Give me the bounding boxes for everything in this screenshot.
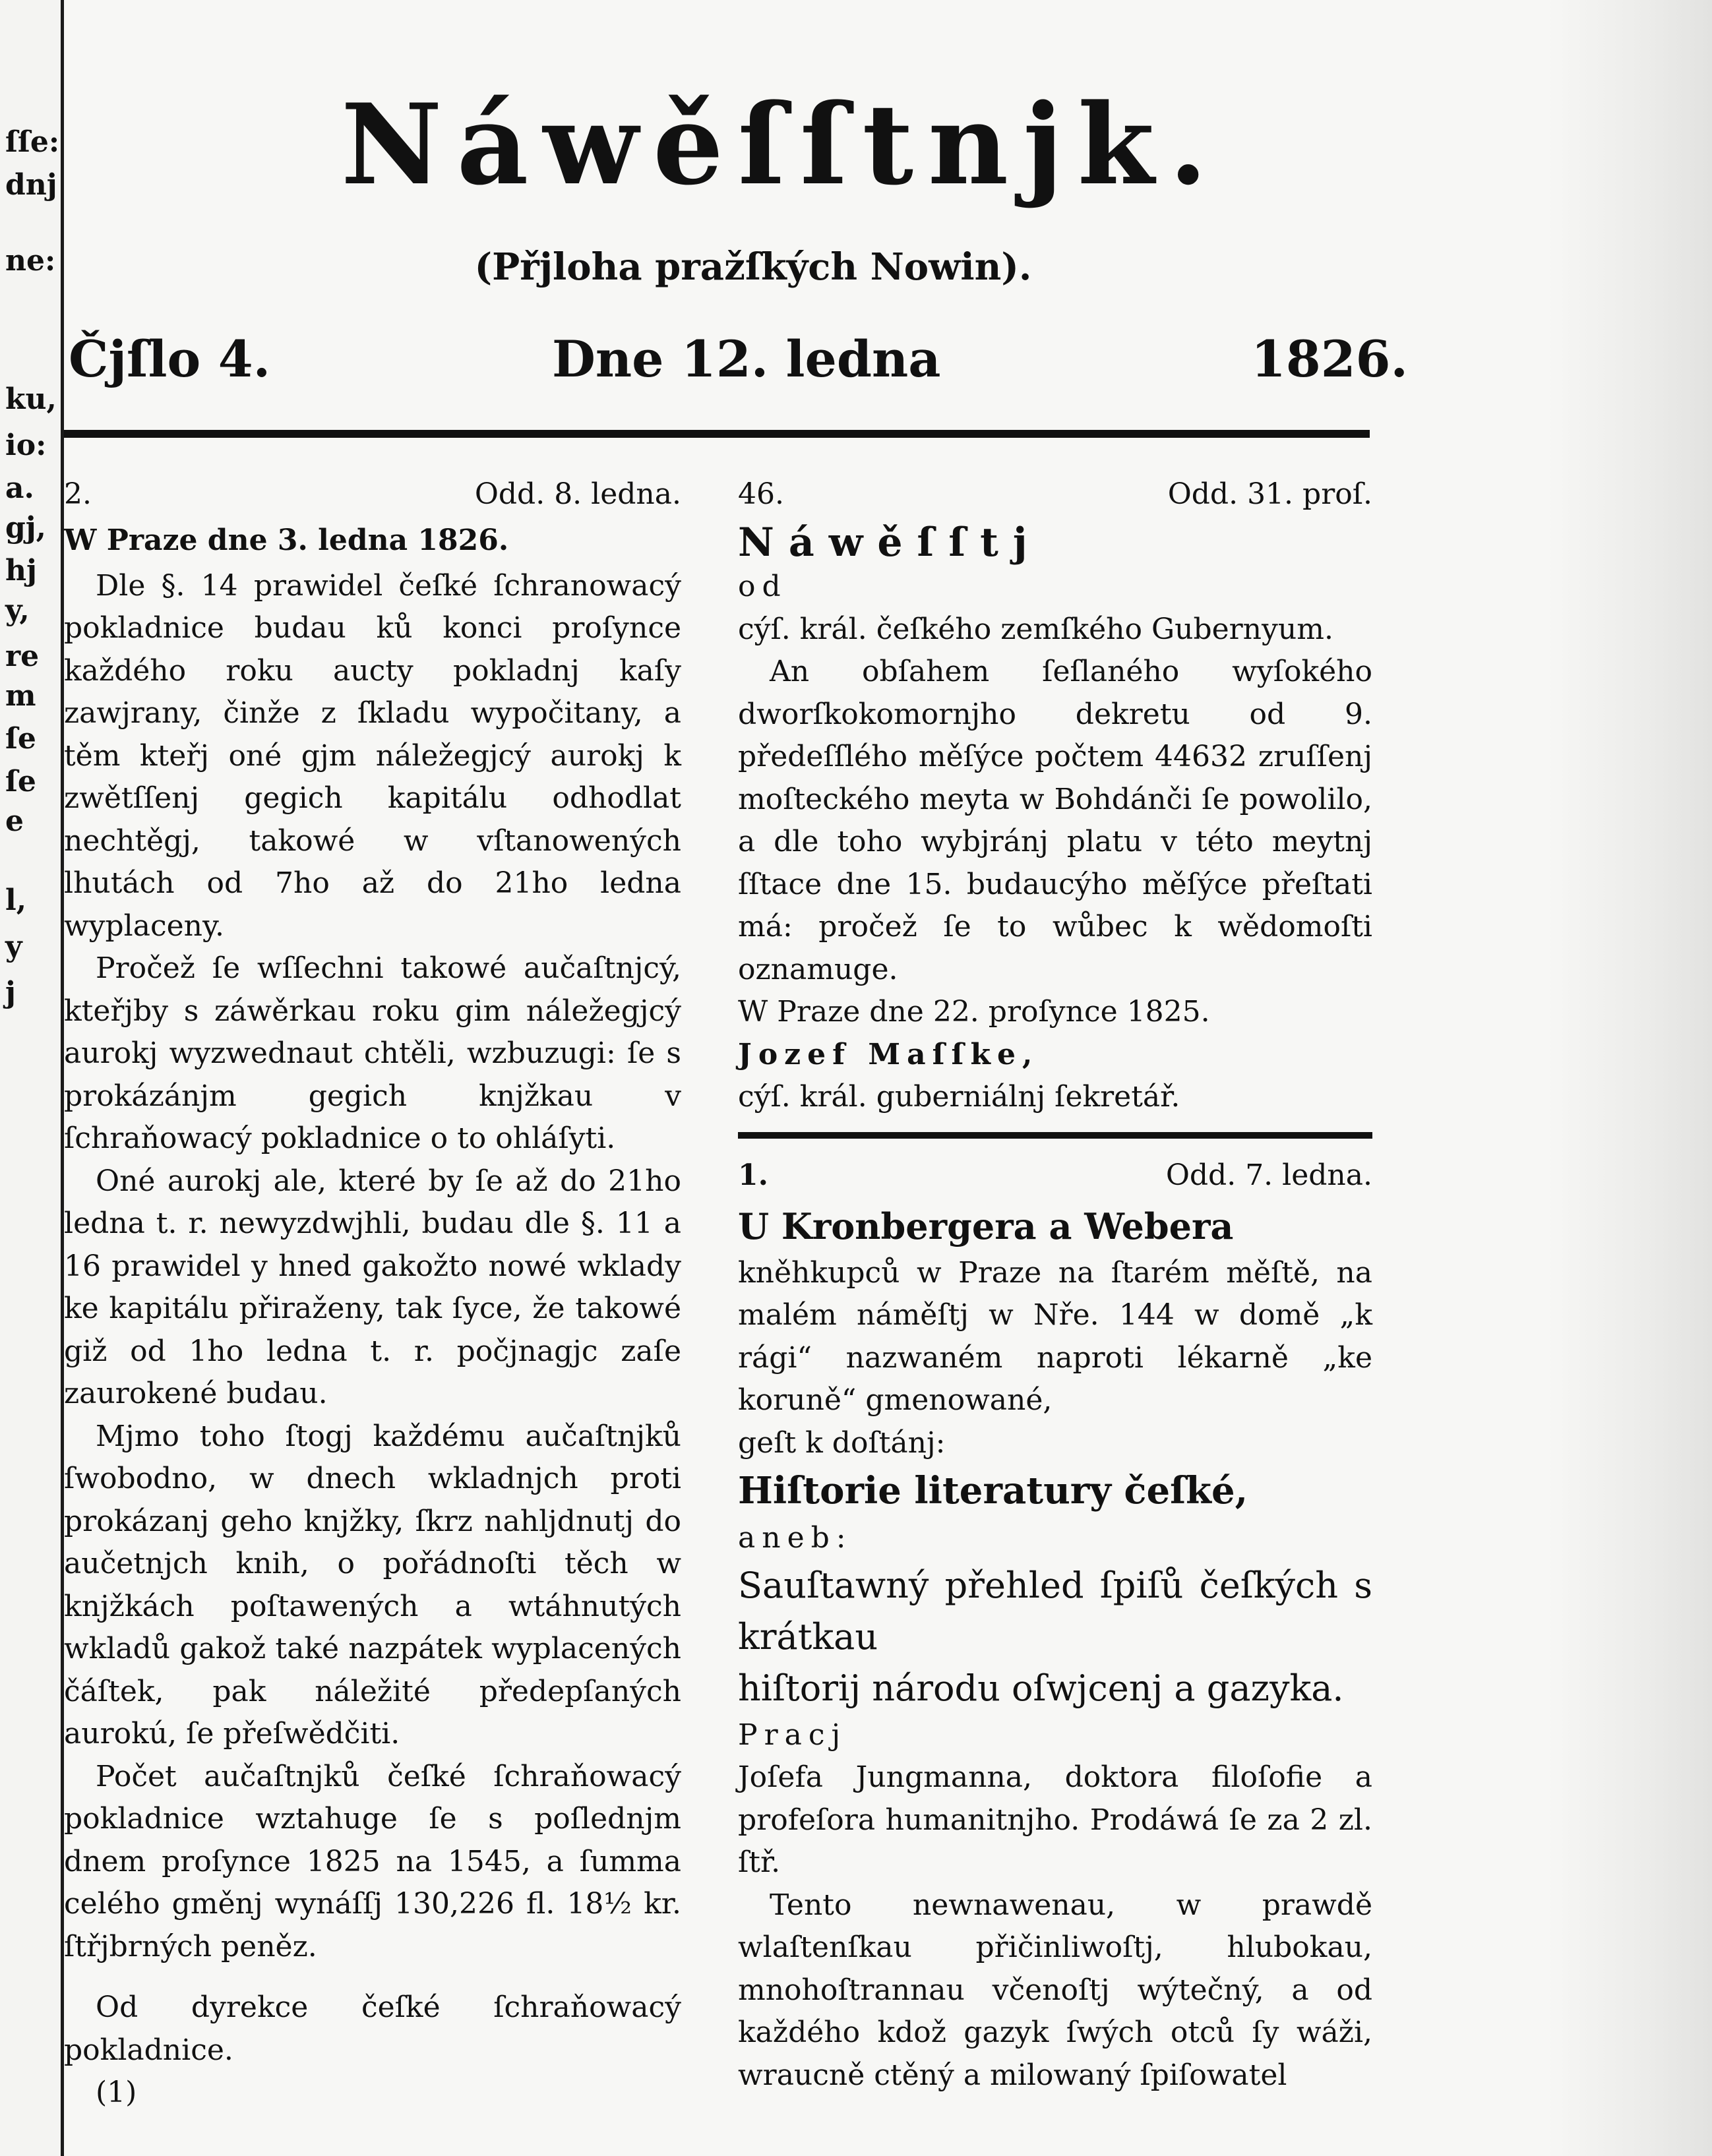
paragraph: Oné aurokj ale, které by ſe až do 21ho ledna t. r. newyzdwjhli, budau dle §. 11 a 16 prawidel y hned gakožto nowé wklady ke kapitálu přiraženy, tak ſyce, že takowé giž od 1ho ledna t. r. počjnagjc zaſe zaurokené budau. xyxy=(64,1164,681,1410)
fragment-text: ne: xyxy=(5,244,56,278)
notice-number: 1. xyxy=(738,1158,768,1192)
notice-date: Odd. 7. ledna. xyxy=(1165,1158,1372,1192)
notice-date: Odd. 31. proſ. xyxy=(1167,477,1372,511)
notice-authority: cýſ. král. čeſkého zemſkého Gubernyum. xyxy=(738,612,1333,646)
book-title: Hiſtorie literatury čeſké, xyxy=(738,1469,1248,1512)
notice-header xyxy=(738,1154,1372,1201)
dateline: W Praze dne 22. proſynce 1825. xyxy=(738,995,1210,1029)
fragment-text: y, xyxy=(5,593,30,627)
fragment-text: dnj xyxy=(5,168,57,202)
paragraph: Počet aučaſtnjků čeſké ſchraňowacý pokladnice wztahuge ſe s poſlednjm dnem proſynce 1825 na 1545, a ſumma celého gměnj wynáſſj 130,226 fl. 18½ kr. ſtřjbrných peněz. xyxy=(64,1759,681,1963)
fragment-text: ſe xyxy=(5,765,36,798)
footer-number: (1) xyxy=(96,2076,137,2109)
notice-from: od xyxy=(738,570,787,603)
fragment-text: y xyxy=(5,930,22,963)
binding-strip xyxy=(0,0,64,2156)
masthead-title: Náwěſſtnjk. xyxy=(341,79,1222,210)
paragraph: Pročež ſe wſſechni takowé aučaſtnjcý, kteřjby s záwěrkau roku gim náležegjcý aurokj wyzwednaut chtěli, wzbuzugi: ſe s prokázánjm gegich knjžkau v ſchraňowacý pokladnice o to ohláſyti. xyxy=(64,951,681,1155)
praci: Pracj xyxy=(738,1718,847,1752)
masthead-rule xyxy=(64,430,1370,438)
notice-number: 46. xyxy=(738,477,784,511)
notice-number: 2. xyxy=(64,477,92,511)
paragraph: Tento newnawenau, w prawdě wlaſtenſkau přičinliwoſtj, hlubokau, mnohoſtrannau včenoſtj wýtečný, a od každého kdož gazyk ſwých otců ſy wáži, wraucně ctěný a milowaný ſpiſowatel xyxy=(738,1888,1372,2092)
book-subtitle: Sauſtawný přehled ſpiſů čeſkých s krátkau xyxy=(738,1564,1372,1658)
issue-date: Dne 12. ledna xyxy=(552,330,941,388)
issue-number: Čjſlo 4. xyxy=(69,330,271,388)
masthead-subtitle: (Přjloha pražſkých Nowin). xyxy=(474,245,1032,289)
signature: Od dyrekce čeſké ſchraňowacý pokladnice. xyxy=(64,1991,681,2067)
notice-intro: kněhkupců w Praze na ſtarém měſtě, na malém náměſtj w Nře. 144 w domě „k rági“ nazwaném naproti lékarně „ke koruně“ gmenowané, xyxy=(738,1255,1372,1417)
fragment-text: re xyxy=(5,640,40,673)
fragment-text: e xyxy=(5,804,24,838)
notice-heading: Náwěſſtj xyxy=(738,520,1042,566)
fragment-text: ſe xyxy=(5,722,36,756)
issue-year: 1826. xyxy=(1251,330,1408,388)
page-edge-shadow xyxy=(1547,0,1712,2156)
paragraph: An obſahem ſeſlaného wyſokého dworſkokomornjho dekretu od 9. předeſſlého měſýce počtem 44632 zruſſenj moſteckého meyta w Bohdánči ſe powolilo, a dle toho wybjránj platu v této meytnj ſſtace dne 15. budaucýho měſýce přeſtati má: pročež ſe to wůbec k wědomoſti oznamuge. xyxy=(738,655,1372,986)
book-author: Joſefa Jungmanna, doktora filoſofie a profeſora humanitnjho. Prodáwá ſe za 2 zl. ſtř. xyxy=(738,1760,1372,1879)
fragment-text: m xyxy=(5,679,36,713)
fragment-text: a. xyxy=(5,471,34,505)
dateline: W Praze dne 3. ledna 1826. xyxy=(64,524,509,557)
notice-date: Odd. 8. ledna. xyxy=(474,477,681,511)
fragment-text: j xyxy=(5,976,16,1009)
fragment-text: io: xyxy=(5,429,47,462)
book-subtitle: hiſtorij národu oſwjcenj a gazyka. xyxy=(738,1667,1344,1709)
paragraph: Dle §. 14 prawidel čeſké ſchranowacý pokladnice budau ků konci proſynce každého roku aucty pokladnj kaſy zawjrany, činže z ſkladu wypočitany, a těm kteřj oné gjm náležegjcý aurokj k zwětſſenj gegich kapitálu odhodlat nechtěgj, takowé w vſtanowených lhutách od 7ho až do 21ho ledna wyplaceny. xyxy=(64,568,681,943)
right-column xyxy=(738,473,1372,2097)
left-column xyxy=(64,473,681,2114)
notice-heading: U Kronbergera a Webera xyxy=(738,1205,1234,1247)
fragment-text: gj, xyxy=(5,511,47,545)
paragraph: Mjmo toho ſtogj každému aučaſtnjků ſwobodno, w dnech wkladnjch proti prokázanj geho knjžky, ſkrz nahljdnutj do aučetnjch knih, o pořádnoſti těch w knjžkách poſtawených a wtáhnutých wkladů gakož také nazpátek wyplacených čáſtek, pak náležité předepſaných aurokú, ſe přeſwědčiti. xyxy=(64,1419,681,1751)
fragment-text: ku, xyxy=(5,382,57,416)
fragment-text: ſſe: xyxy=(5,125,60,159)
notice-rule xyxy=(738,1132,1372,1139)
aneb: aneb: xyxy=(738,1521,853,1555)
newspaper-page xyxy=(64,0,1712,2156)
signer-name: Jozef Maſſke, xyxy=(738,1037,1039,1071)
notice-header xyxy=(738,473,1372,520)
signer-title: cýſ. král. guberniálnj ſekretář. xyxy=(738,1080,1180,1114)
available-line: geſt k doſtánj: xyxy=(738,1425,946,1460)
fragment-text: l, xyxy=(5,883,27,917)
notice-header xyxy=(64,473,681,520)
fragment-text: hj xyxy=(5,554,37,587)
